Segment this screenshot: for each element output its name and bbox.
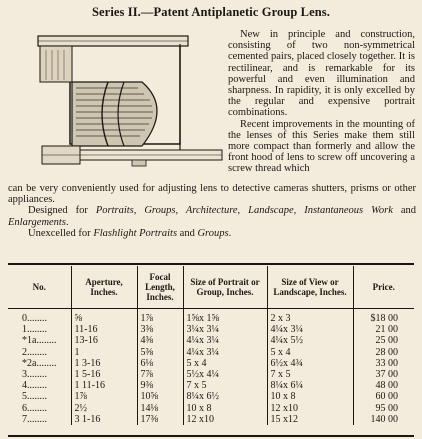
focal-length-cell: 7⅞ (137, 369, 183, 380)
portrait-size-cell: 5½x 4¼ (183, 369, 267, 380)
focal-length-cell: 10⅝ (137, 391, 183, 402)
aperture-cell: 1 5-16 (71, 369, 137, 380)
price-cell: 25 00 (353, 335, 414, 346)
lens-cross-section-icon (12, 28, 227, 178)
focal-length-cell: 9⅜ (137, 380, 183, 391)
focal-length-cell: 5⅜ (137, 347, 183, 358)
row-number: 3........ (22, 369, 47, 381)
row-number: 2........ (22, 346, 47, 358)
row-number: *1a........ (22, 335, 57, 347)
designed-for-line: Designed for Portraits, Groups, Architecture, Landscape, Instantaneous Work and Enlargements. (8, 205, 416, 228)
row-number: 6........ (22, 402, 47, 414)
page-title: Series II.—Patent Antiplanetic Group Lens. (91, 5, 330, 19)
price-cell: 28 00 (353, 347, 414, 358)
aperture-cell: 2½ (71, 403, 137, 414)
row-number: 7........ (22, 413, 47, 425)
aperture-cell: 11-16 (71, 324, 137, 335)
table-row (8, 391, 414, 402)
aperture-cell: ⅝ (71, 309, 137, 325)
price-cell: 48 00 (353, 380, 414, 391)
focal-length-cell: 17⅜ (137, 414, 183, 425)
portrait-size-cell: 4¼x 3¼ (183, 335, 267, 346)
aperture-cell: 1⅞ (71, 391, 137, 402)
view-size-cell: 4¼x 3¼ (267, 324, 353, 335)
portrait-size-cell: 10 x 8 (183, 403, 267, 414)
view-size-cell: 8¼x 6¼ (267, 380, 353, 391)
view-size-cell: 7 x 5 (267, 369, 353, 380)
aperture-cell: 1 (71, 347, 137, 358)
view-size-cell: 10 x 8 (267, 391, 353, 402)
price-cell: 140 00 (353, 414, 414, 425)
header-aperture: Aperture, Inches. (71, 266, 137, 309)
portrait-size-cell: 5 x 4 (183, 358, 267, 369)
intro-paragraph: New in principle and construction, consisting of two non-symmetrical cemented pairs, placed closely together. It is rectilinear, and is remarkable for its powerful and even illumination and sharpness. In rapidity, it is only excelled by the regular and expensive portrait combinations. (228, 29, 415, 119)
view-size-cell: 6½x 4¾ (267, 358, 353, 369)
row-number: 0........ (22, 313, 47, 324)
portrait-size-cell: 8¼x 6½ (183, 391, 267, 402)
portrait-size-cell: 1⅝x 1⅝ (183, 309, 267, 325)
improvements-paragraph: Recent improvements in the mounting of the lenses of this Series make them still more compact than formerly and allow the front hood of lens to screw off uncovering a screw thread which (228, 118, 415, 175)
unexcelled-line: Unexcelled for Flashlight Portraits and Groups. (28, 227, 232, 239)
table-row (8, 309, 414, 325)
price-cell: 21 00 (353, 324, 414, 335)
price-cell: $18 00 (353, 309, 414, 325)
table-row (8, 403, 414, 414)
table-row (8, 335, 414, 346)
portrait-size-cell: 12 x10 (183, 414, 267, 425)
focal-length-cell: 3⅜ (137, 324, 183, 335)
view-size-cell: 12 x10 (267, 403, 353, 414)
aperture-cell: 3 1-16 (71, 414, 137, 425)
aperture-cell: 1 11-16 (71, 380, 137, 391)
focal-length-cell: 6⅛ (137, 358, 183, 369)
table-bottom-rule (8, 435, 414, 437)
table-top-rule (8, 263, 414, 265)
table-row (8, 369, 414, 380)
price-cell: 33 00 (353, 358, 414, 369)
table-row (8, 324, 414, 335)
view-size-cell: 2 x 3 (267, 309, 353, 325)
price-cell: 60 00 (353, 391, 414, 402)
table-row (8, 380, 414, 391)
price-cell: 37 00 (353, 369, 414, 380)
portrait-size-cell: 4¼x 3¼ (183, 347, 267, 358)
row-number: 1........ (22, 324, 47, 336)
header-view-size: Size of View or Landscape, Inches. (267, 266, 353, 309)
table-header-row (8, 266, 414, 309)
improvements-continued: can be very conveniently used for adjusting lens to detective cameras shutters, prisms or other appliances. (8, 183, 416, 206)
focal-length-cell: 1⅞ (137, 309, 183, 325)
row-number: *2a........ (22, 357, 57, 369)
table-row (8, 358, 414, 369)
header-price: Price. (353, 266, 414, 309)
focal-length-cell: 4⅜ (137, 335, 183, 346)
view-size-cell: 5 x 4 (267, 347, 353, 358)
portrait-size-cell: 7 x 5 (183, 380, 267, 391)
table-row (8, 347, 414, 358)
portrait-size-cell: 3¼x 3¼ (183, 324, 267, 335)
row-number: 5........ (22, 391, 47, 403)
row-number: 4........ (22, 380, 47, 392)
aperture-cell: 13-16 (71, 335, 137, 346)
header-no: No. (8, 266, 71, 309)
aperture-cell: 1 3-16 (71, 358, 137, 369)
focal-length-cell: 14⅛ (137, 403, 183, 414)
view-size-cell: 4¼x 5½ (267, 335, 353, 346)
specifications-table (8, 266, 414, 425)
price-cell: 95 00 (353, 403, 414, 414)
table-row (8, 414, 414, 425)
table-body (8, 309, 414, 426)
description-column (228, 29, 415, 175)
description-continued (8, 183, 416, 239)
header-portrait-size: Size of Portrait or Group, Inches. (183, 266, 267, 309)
view-size-cell: 15 x12 (267, 414, 353, 425)
header-focal-length: Focal Length, Inches. (137, 266, 183, 309)
